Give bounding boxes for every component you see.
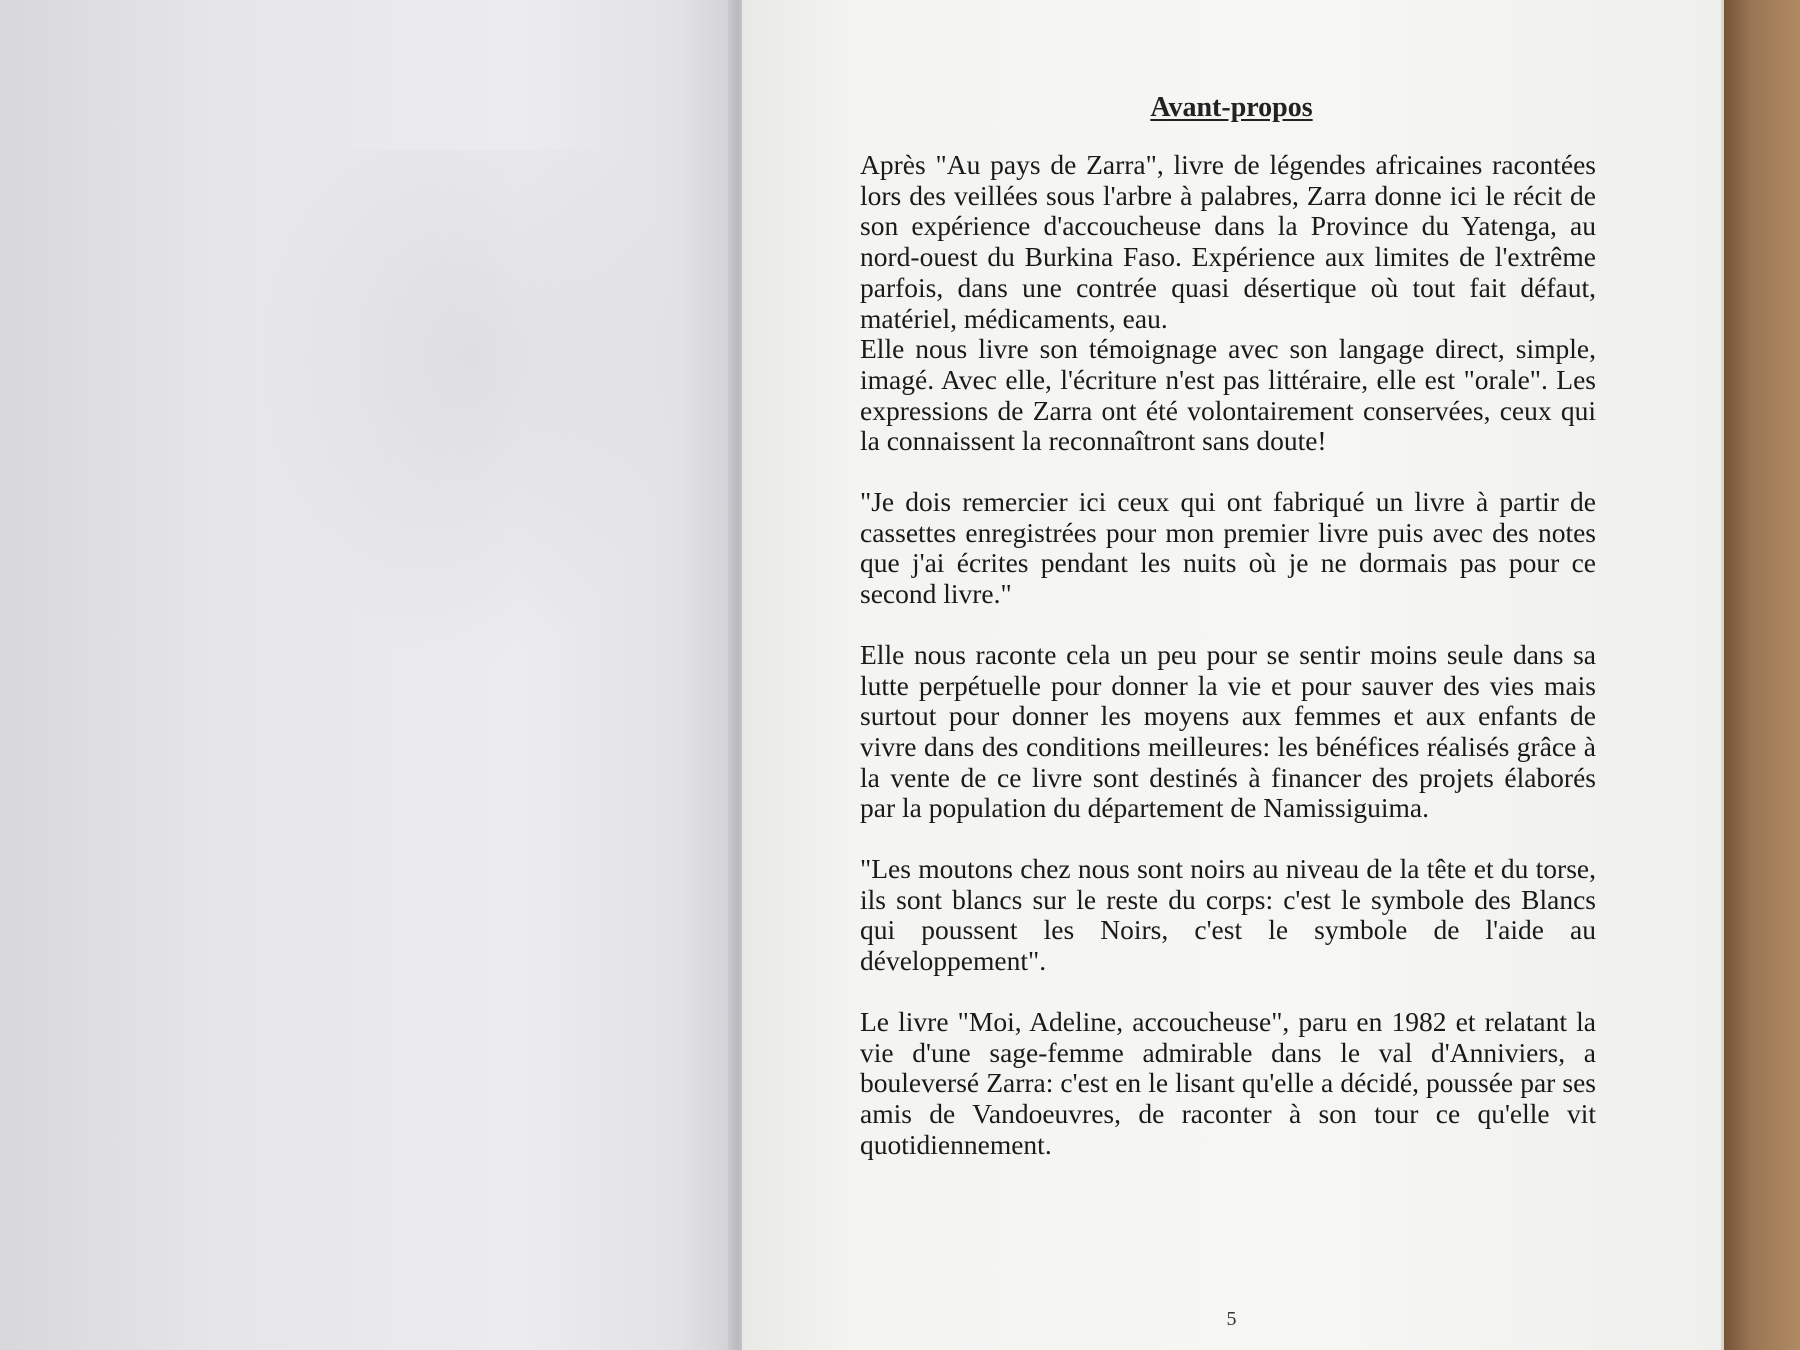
bleed-through-shadow: [260, 150, 680, 670]
paragraph-5: "Les moutons chez nous sont noirs au niveau de la tête et du torse, ils sont blancs sur le reste du corps: c'est le symbole des Blancs qui poussent les Noirs, c'est le symbole de l'aide au développement".: [860, 853, 1596, 977]
body-text: [860, 150, 1596, 1190]
page-title: Avant-propos: [1150, 92, 1313, 123]
paragraph-1: Après "Au pays de Zarra", livre de légendes africaines racontées lors des veillées sous l'arbre à palabres, Zarra donne ici le récit de son expérience d'accoucheuse dans la Province du Yatenga, au nord-ouest du Burkina Faso. Expérience aux limites de l'extrême parfois, dans une contrée quasi désertique où tout fait défaut, matériel, médicaments, eau.: [860, 149, 1596, 334]
paragraph-6: Le livre "Moi, Adeline, accoucheuse", paru en 1982 et relatant la vie d'une sage-femme admirable dans le val d'Anniviers, a bouleversé Zarra: c'est en le lisant qu'elle a décidé, poussée par ses amis de Vandoeuvres, de raconter à son tour ce qu'elle vit quotidiennement.: [860, 1005, 1596, 1160]
paragraph-3: "Je dois remercier ici ceux qui ont fabriqué un livre à partir de cassettes enregistrées pour mon premier livre puis avec des notes que j'ai écrites pendant les nuits où je ne dormais pas pour ce second livre.": [860, 486, 1596, 610]
paragraph-4: Elle nous raconte cela un peu pour se sentir moins seule dans sa lutte perpétuelle pour donner la vie et pour sauver des vies mais surtout pour donner les moyens aux femmes et aux enfants de vivre dans des conditions meilleures: les bénéfices réalisés grâce à la vente de ce livre sont destinés à financer des projets élaborés par la population du département de Namissiguima.: [860, 638, 1596, 824]
table-surface: [1720, 0, 1800, 1350]
paragraph-2: Elle nous livre son témoignage avec son langage direct, simple, imagé. Avec elle, l'écriture n'est pas littéraire, elle est "orale". Les expressions de Zarra ont été volontairement conservées, ceux qui la connaissent la reconnaîtront sans doute!: [860, 333, 1596, 457]
page-number: 5: [1226, 1308, 1237, 1330]
right-page: [742, 0, 1724, 1350]
left-page-blank: [0, 0, 740, 1350]
